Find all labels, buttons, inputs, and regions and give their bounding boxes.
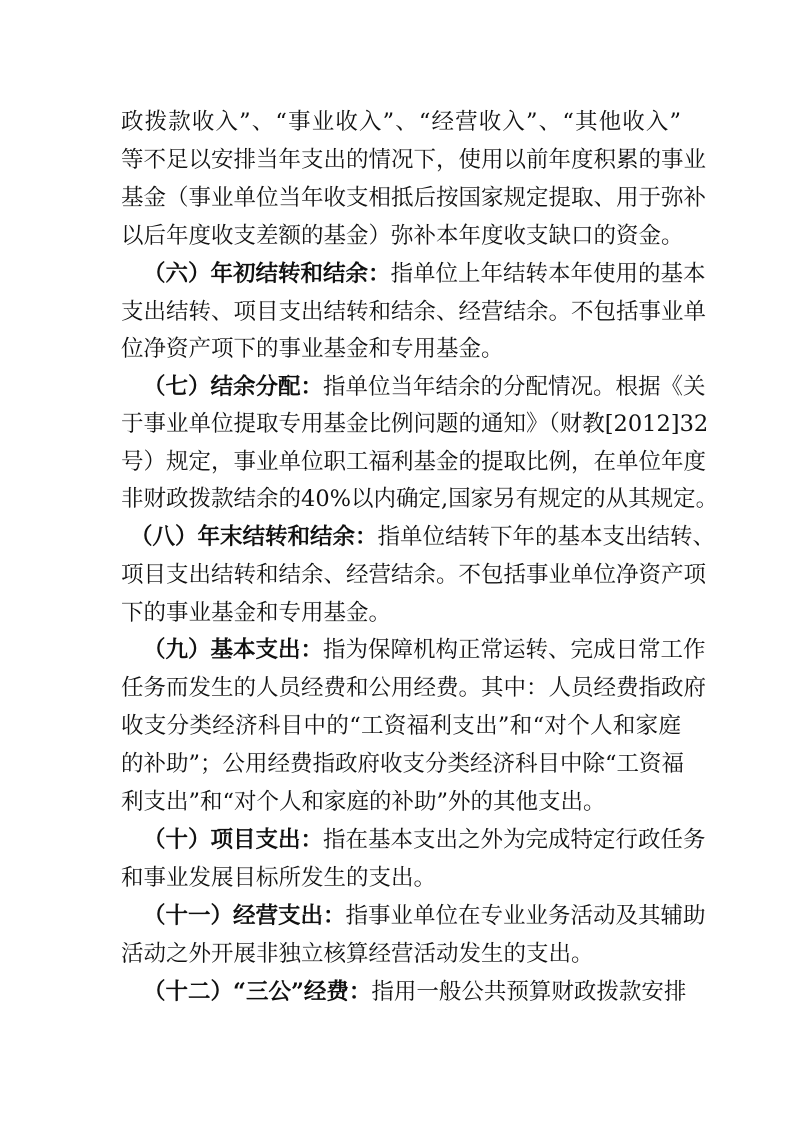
paragraph-item-11 — [143, 898, 706, 934]
text-span: 指在基本支出之外为完成特定行政任务 — [323, 827, 706, 853]
text-line: 活动之外开展非独立核算经营活动发生的支出。 — [121, 941, 594, 967]
paragraph-item-12 — [143, 974, 687, 1010]
paragraph-item-8 — [130, 519, 716, 555]
text-line: 位净资产项下的事业基金和专用基金。 — [121, 336, 504, 362]
text-span: 指用一般公共预算财政拨款安排 — [371, 979, 687, 1005]
text-line: 非财政拨款结余的40%以内确定,国家另有规定的从其规定。 — [121, 486, 719, 512]
text-line: 基金（事业单位当年收支相抵后按国家规定提取、用于弥补 — [121, 185, 707, 211]
text-line: 和事业发展目标所发生的支出。 — [121, 865, 437, 891]
text-span: 指单位当年结余的分配情况。根据《关 — [323, 374, 706, 400]
item-heading: （十二）“三公”经费： — [143, 979, 372, 1005]
text-line: 任务而发生的人员经费和公用经费。其中：人员经费指政府 — [121, 675, 707, 701]
item-heading: （十一）经营支出： — [143, 903, 346, 929]
paragraph-item-7 — [143, 369, 706, 405]
item-heading: （十）项目支出： — [143, 827, 324, 853]
item-heading: （七）结余分配： — [143, 374, 324, 400]
text-span: 指事业单位在专业业务活动及其辅助 — [345, 903, 706, 929]
paragraph-item-10 — [143, 822, 706, 858]
text-span: 指为保障机构正常运转、完成日常工作 — [323, 637, 706, 663]
paragraph-item-6 — [143, 256, 706, 292]
text-line: 支出结转、项目支出结转和结余、经营结余。不包括事业单 — [121, 299, 707, 325]
item-heading: （九）基本支出： — [143, 637, 324, 663]
text-line: 收支分类经济科目中的“工资福利支出”和“对个人和家庭 — [121, 713, 681, 739]
text-span: 指单位上年结转本年使用的基本 — [390, 261, 706, 287]
text-line: 的补助”；公用经费指政府收支分类经济科目中除“工资福 — [121, 751, 685, 777]
item-heading: （六）年初结转和结余： — [143, 261, 391, 287]
text-line: 政拨款收入”、“事业收入”、“经营收入”、“其他收入” — [121, 109, 681, 135]
text-line: 以后年度收支差额的基金）弥补本年度收支缺口的资金。 — [121, 223, 684, 249]
paragraph-item-9 — [143, 632, 706, 668]
text-line: 下的事业基金和专用基金。 — [121, 600, 392, 626]
text-span: 指单位结转下年的基本支出结转、 — [377, 524, 716, 550]
item-heading: （八）年末结转和结余： — [130, 524, 378, 550]
text-line: 等不足以安排当年支出的情况下，使用以前年度积累的事业 — [121, 147, 707, 173]
text-line: 利支出”和“对个人和家庭的补助”外的其他支出。 — [121, 789, 606, 815]
text-line: 号）规定，事业单位职工福利基金的提取比例，在单位年度 — [121, 449, 707, 475]
text-line: 项目支出结转和结余、经营结余。不包括事业单位净资产项 — [121, 562, 707, 588]
text-line: 于事业单位提取专用基金比例问题的通知》（财教[2012]32 — [121, 411, 709, 437]
